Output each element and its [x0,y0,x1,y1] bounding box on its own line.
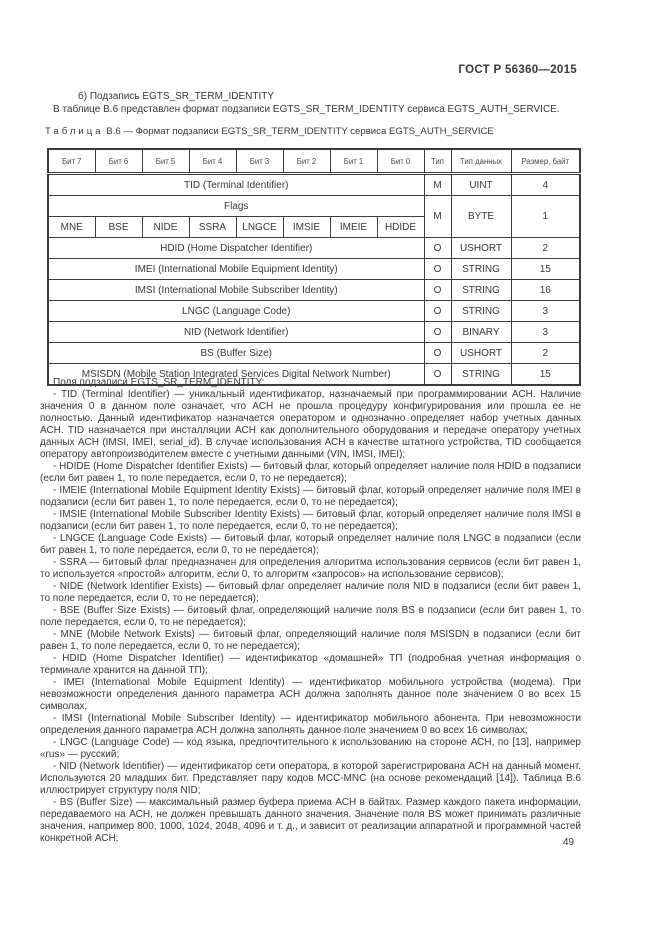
field-desc-bse: - BSE (Buffer Size Exists) — битовый флаг, определяющий наличие поля BS в подзаписи (если бит равен 1, то поле передается, если 0, то не передается); [40,605,581,628]
table-row-hdid [48,238,580,259]
field-size-cell: 15 [511,364,580,386]
flag-bit-cell-ssra: SSRA [189,217,236,238]
datatype-header-cell: Тип данных [451,149,511,174]
bit5-header-cell: Бит 5 [142,149,189,174]
bit3-header-cell: Бит 3 [236,149,283,174]
field-datatype-cell: BINARY [451,322,511,343]
doc-standard-number: ГОСТ Р 56360—2015 [458,64,577,76]
field-type-cell: O [424,364,451,386]
field-name-cell: Flags [48,196,424,217]
table-caption-text: — Формат подзаписи EGTS_SR_TERM_IDENTITY сервиса EGTS_AUTH_SERVICE [123,126,494,137]
field-type-cell: M [424,196,451,238]
fields-intro-line: Поля подзаписи EGTS_SR_TERM_IDENTITY: [53,377,265,388]
field-datatype-cell: STRING [451,364,511,386]
table-caption [45,126,581,137]
field-desc-hdide: - HDIDE (Home Dispatcher Identifier Exists) — битовый флаг, который определяет наличие поля HDID в подзаписи (если бит равен 1, то поле передается, если 0, то не передается); [40,461,581,484]
table-row-bs [48,343,580,364]
field-desc-hdid: - HDID (Home Dispatcher Identifier) — идентификатор «домашней» ТП (подробная учетная информация о терминале хранится на данной ТП); [40,653,581,676]
table-row-lngc [48,301,580,322]
field-type-cell: O [424,301,451,322]
field-descriptions [40,377,581,845]
flag-bit-cell-imeie: IMEIE [330,217,377,238]
flag-bit-cell-mne: MNE [48,217,95,238]
page-number: 49 [563,837,575,848]
field-name-cell: IMEI (International Mobile Equipment Identity) [48,259,424,280]
subrecord-format-table [47,148,581,386]
field-size-cell: 16 [511,280,580,301]
field-desc-mne: - MNE (Mobile Network Exists) — битовый флаг, определяющий наличие поля MSISDN в подзаписи (если бит равен 1, то поле передается, если 0, то не передается); [40,629,581,652]
field-desc-bs: - BS (Buffer Size) — максимальный размер буфера приема АСН в байтах. Размер каждого пакета информации, передаваемого на АСН, не должен превышать данного значения. Значение поля BS может принимать различные значения, например 800, 1000, 1024, 2048, 4096 и т. д., и зависит от реализации аппаратной и программной частей конкретной АСН; [40,797,581,844]
table-row-imei [48,259,580,280]
intro-sentence: В таблице В.6 представлен формат подзаписи EGTS_SR_TERM_IDENTITY сервиса EGTS_AUTH_SERVICE. [53,104,560,115]
table-row-imsi [48,280,580,301]
field-datatype-cell: USHORT [451,343,511,364]
flag-bit-cell-hdide: HDIDE [377,217,424,238]
bit4-header-cell: Бит 4 [189,149,236,174]
field-name-cell: TID (Terminal Identifier) [48,174,424,196]
field-datatype-cell: STRING [451,280,511,301]
field-datatype-cell: STRING [451,301,511,322]
field-desc-nid: - NID (Network Identifier) — идентификатор сети оператора, в которой зарегистрирована АСН на данный момент. Используются 20 младших бит. Представляет пару кодов MCC-MNC (на основе рекомендаций [14]). Таблица В.6 иллюстрирует структуру поля NID; [40,761,581,796]
field-desc-imei: - IMEI (International Mobile Equipment Identity) — идентификатор мобильного устройства (модема). При невозможности определения данного параметра АСН должна заполнять данное поле значением 0 во всех 15 символах; [40,677,581,712]
field-name-cell: BS (Buffer Size) [48,343,424,364]
field-desc-ssra: - SSRA — битовый флаг предназначен для определения алгоритма использования сервисов (если бит равен 1, то используется «простой» алгоритм, если 0, то алгоритм «запросов» на использование сервисов); [40,557,581,580]
bit1-header-cell: Бит 1 [330,149,377,174]
size-header-cell: Размер, байт [511,149,580,174]
field-size-cell: 3 [511,322,580,343]
field-datatype-cell: BYTE [451,196,511,238]
field-size-cell: 2 [511,343,580,364]
table-caption-number: В.6 [106,126,121,137]
flag-bit-cell-nide: NIDE [142,217,189,238]
intro-block [40,90,581,116]
field-size-cell: 15 [511,259,580,280]
field-desc-lngc: - LNGC (Language Code) — код языка, предпочтительного к использованию на стороне АСН, по [13], например «rus» — русский; [40,737,581,760]
flag-bit-cell-imsie: IMSIE [283,217,330,238]
field-desc-nide: - NIDE (Network Identifier Exists) — битовый флаг определяет наличие поля NID в подзаписи (если бит равен 1, то поле передается, если 0, то не передается); [40,581,581,604]
list-item-b: б) Подзапись EGTS_SR_TERM_IDENTITY [78,91,275,102]
field-desc-imeie: - IMEIE (International Mobile Equipment Identity Exists) — битовый флаг, который определяет наличие поля IMEI в подзаписи (если бит равен 1, то поле передается, если 0, то не передается); [40,485,581,508]
table-row-flags [48,196,580,217]
field-datatype-cell: STRING [451,259,511,280]
table-row-nid [48,322,580,343]
bit6-header-cell: Бит 6 [95,149,142,174]
field-datatype-cell: USHORT [451,238,511,259]
field-size-cell: 3 [511,301,580,322]
flag-bit-cell-lngce: LNGCE [236,217,283,238]
field-size-cell: 2 [511,238,580,259]
field-type-cell: M [424,174,451,196]
table-row-tid [48,174,580,196]
field-name-cell: MSISDN (Mobile Station Integrated Services Digital Network Number) [48,364,424,386]
field-desc-lngce: - LNGCE (Language Code Exists) — битовый флаг, который определяет наличие поля LNGC в подзаписи (если бит равен 1, то поле передается, если 0, то не передается); [40,533,581,556]
flag-bit-cell-bse: BSE [95,217,142,238]
field-type-cell: O [424,238,451,259]
type-header-cell: Тип [424,149,451,174]
field-datatype-cell: UINT [451,174,511,196]
bit0-header-cell: Бит 0 [377,149,424,174]
field-name-cell: NID (Network Identifier) [48,322,424,343]
table-header-row [48,149,580,174]
field-type-cell: O [424,343,451,364]
field-size-cell: 4 [511,174,580,196]
bit7-header-cell: Бит 7 [48,149,95,174]
field-desc-tid: - TID (Terminal Identifier) — уникальный идентификатор, назначаемый при программировании АСН. Наличие значения 0 в данном поле означает, что АСН не прошла процедуру конфигурирования или прошла ее не полностью. Данный идентификатор назначается оператором и однозначно определяет набор учетных данных АСН. TID назначается при инсталляции АСН как дополнительного оборудования и передаче оператору учетных данных АСН (IMSI, IMEI, serial_id). В случае использования АСН в качестве штатного устройства, TID сообщается оператору автопроизводителем вместе с учетными данными (VIN, IMSI, IMEI); [40,389,581,460]
field-name-cell: IMSI (International Mobile Subscriber Identity) [48,280,424,301]
field-desc-imsi: - IMSI (International Mobile Subscriber Identity) — идентификатор мобильного абонента. При невозможности определения данного параметра АСН должна заполнять данное поле значением 0 во всех 16 символах; [40,713,581,736]
field-type-cell: O [424,259,451,280]
field-type-cell: O [424,322,451,343]
field-name-cell: LNGC (Language Code) [48,301,424,322]
table-caption-word: Таблица [45,126,104,137]
field-size-cell: 1 [511,196,580,238]
field-type-cell: O [424,280,451,301]
field-desc-imsie: - IMSIE (International Mobile Subscriber Identity Exists) — битовый флаг, который определяет наличие поля IMSI в подзаписи (если бит равен 1, то поле передается, если 0, то не передается); [40,509,581,532]
field-name-cell: HDID (Home Dispatcher Identifier) [48,238,424,259]
bit2-header-cell: Бит 2 [283,149,330,174]
